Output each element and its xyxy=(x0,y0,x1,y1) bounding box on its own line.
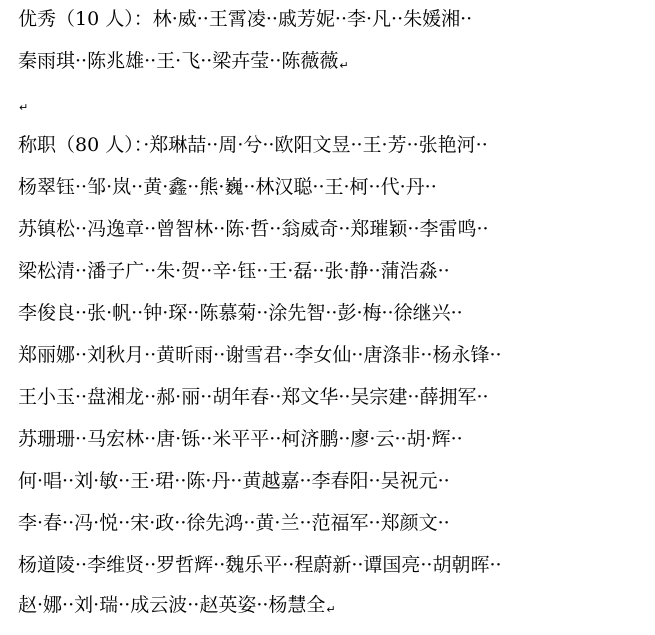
text-line xyxy=(18,340,503,370)
line-text: 赵·娜··刘·瑞··成云波··赵英姿··杨慧全 xyxy=(18,594,326,616)
line-text: 苏珊珊··马宏林··唐·铄··米平平··柯济鹏··廖·云··胡·辉·· xyxy=(18,428,463,450)
text-line xyxy=(18,214,490,244)
line-text: 杨道陵··李维贤··罗哲辉··魏乐平··程蔚新··谭国亮··胡朝晖·· xyxy=(18,554,502,576)
line-text: 苏镇松··冯逸章··曾智林··陈·哲··翁威奇··郑璀颖··李雷鸣·· xyxy=(18,218,489,240)
text-line xyxy=(18,256,451,286)
line-text: 称职（80 人）：·郑琳喆··周·兮··欧阳文昱··王·芳··张艳河·· xyxy=(18,134,488,156)
text-line xyxy=(18,466,451,496)
paragraph-mark-icon: ↵ xyxy=(19,101,29,114)
line-text: 梁松清··潘子广··朱·贺··辛·钰··王·磊··张·静··蒲浩淼·· xyxy=(18,260,450,282)
text-line xyxy=(18,590,336,620)
text-line xyxy=(18,298,464,328)
text-line xyxy=(18,550,503,580)
text-line xyxy=(18,130,489,160)
text-line xyxy=(18,4,473,34)
text-line xyxy=(18,46,349,76)
line-text: 李俊良··张·帆··钟·琛··陈慕菊··涂先智··彭·梅··徐继兴·· xyxy=(18,302,463,324)
text-line xyxy=(18,172,438,202)
paragraph-mark-icon: ↵ xyxy=(326,603,336,616)
line-text: 李·春··冯·悦··宋·政··徐先鸿··黄·兰··范福军··郑颜文·· xyxy=(18,512,450,534)
line-text: 王小玉··盘湘龙··郝·丽··胡年春··郑文华··吴宗建··薛拥军·· xyxy=(18,386,489,408)
line-text: 何·唱··刘·敏··王·珺··陈·丹··黄越嘉··李春阳··吴祝元·· xyxy=(18,470,450,492)
text-line xyxy=(18,508,451,538)
paragraph-mark-icon: ↵ xyxy=(339,59,349,72)
text-line xyxy=(18,424,464,454)
text-line xyxy=(18,382,490,412)
line-text: 优秀（10 人）：林·威··王霄凌··戚芳妮··李·凡··朱媛湘·· xyxy=(18,8,473,30)
line-text: 秦雨琪··陈兆雄··王·飞··梁卉莹··陈薇薇 xyxy=(18,50,339,72)
text-line xyxy=(18,88,28,118)
line-text: 杨翠钰··邹·岚··黄·鑫··熊·巍··林汉聪··王·柯··代·丹·· xyxy=(18,176,437,198)
line-text: 郑丽娜··刘秋月··黄昕雨··谢雪君··李女仙··唐涤非··杨永锋·· xyxy=(18,344,502,366)
